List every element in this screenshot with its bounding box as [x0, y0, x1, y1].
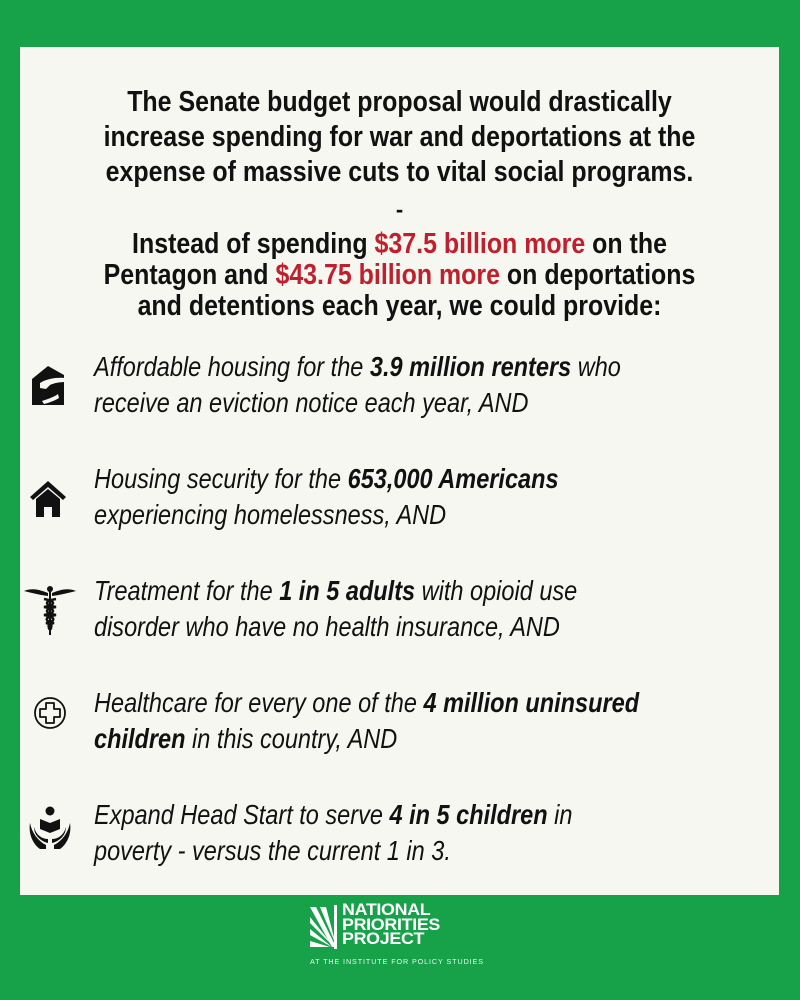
- text: on deportations: [499, 259, 696, 291]
- text: poverty - versus the current 1 in 3.: [94, 835, 451, 866]
- hands-house-icon: [26, 361, 76, 411]
- child-education-icon: [26, 803, 76, 853]
- item-line: [94, 349, 674, 385]
- logo-line: NATIONAL: [342, 900, 431, 919]
- item-text: [94, 461, 784, 533]
- logo-wordmark: [342, 900, 441, 948]
- subheadline: [20, 229, 779, 322]
- content-card: [20, 47, 779, 895]
- item-line: [94, 833, 674, 869]
- item-line: [94, 461, 674, 497]
- item-text: [94, 573, 784, 645]
- text: who: [571, 351, 621, 382]
- subhead-line: and detentions each year, we could provide:: [137, 290, 662, 322]
- item-line: [94, 385, 674, 421]
- pentagon-amount: $37.5 billion more: [374, 228, 586, 260]
- item-line: [94, 573, 674, 609]
- list-item: [20, 797, 779, 867]
- emphasis: 1 in 5 adults: [279, 575, 416, 606]
- npp-logo: [308, 900, 493, 973]
- text: on the: [585, 228, 667, 260]
- list-item: [20, 461, 779, 531]
- item-line: [94, 797, 674, 833]
- text: in: [547, 799, 573, 830]
- medical-cross-icon: [26, 689, 76, 739]
- logo-line: PRIORITIES: [342, 914, 441, 934]
- text: Housing security for the: [94, 463, 348, 494]
- logo-tagline: AT THE INSTITUTE FOR POLICY STUDIES: [310, 957, 484, 966]
- text: disorder who have no health insurance, AND: [94, 611, 560, 642]
- item-text: [94, 349, 784, 421]
- emphasis: 4 million uninsured: [423, 687, 640, 718]
- text: receive an eviction notice each year, AND: [94, 387, 529, 418]
- separator: -: [395, 197, 404, 222]
- list-item: [20, 573, 779, 643]
- logo-line: PROJECT: [342, 929, 425, 948]
- item-text: [94, 685, 784, 757]
- list-item: [20, 349, 779, 419]
- text: with opioid use: [415, 575, 578, 606]
- text: Pentagon and: [103, 259, 276, 291]
- text: Expand Head Start to serve: [94, 799, 390, 830]
- item-line: [94, 721, 674, 757]
- headline: [20, 85, 779, 190]
- subhead-line: [73, 260, 726, 291]
- text: Treatment for the: [94, 575, 280, 606]
- text: Healthcare for every one of the: [94, 687, 424, 718]
- sunburst-logo-icon: [308, 905, 338, 949]
- item-text: [94, 797, 784, 869]
- text: Affordable housing for the: [94, 351, 370, 382]
- list-item: [20, 685, 779, 755]
- text: Instead of spending: [132, 228, 375, 260]
- headline-line: expense of massive cuts to vital social programs.: [105, 156, 694, 188]
- item-line: [94, 685, 674, 721]
- item-line: [94, 609, 674, 645]
- headline-line: The Senate budget proposal would drastically: [127, 86, 672, 118]
- deportation-amount: $43.75 billion more: [275, 259, 500, 291]
- emphasis: 653,000 Americans: [347, 463, 559, 494]
- caduceus-icon: [22, 583, 78, 639]
- headline-line: increase spending for war and deportations at the: [103, 121, 696, 153]
- subhead-line: [73, 229, 726, 260]
- emphasis: 4 in 5 children: [389, 799, 548, 830]
- text: in this country, AND: [185, 723, 398, 754]
- emphasis: children: [94, 723, 186, 754]
- item-line: [94, 497, 674, 533]
- house-icon: [26, 475, 76, 525]
- emphasis: 3.9 million renters: [369, 351, 572, 382]
- text: experiencing homelessness, AND: [94, 499, 447, 530]
